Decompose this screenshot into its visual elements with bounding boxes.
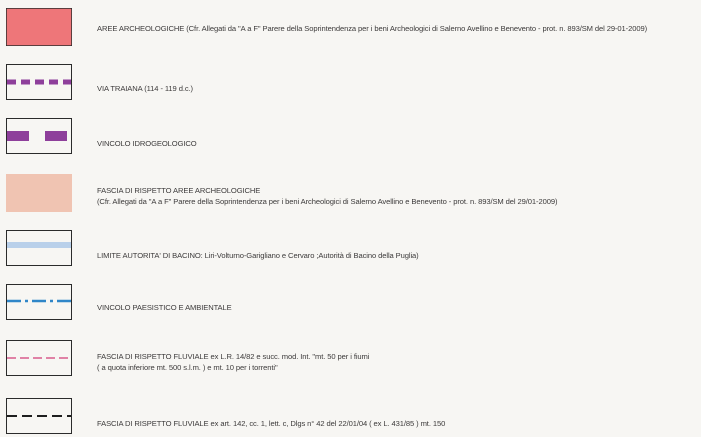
legend-label-line1: VINCOLO IDROGEOLOGICO — [97, 139, 197, 148]
purple-dashed-line-icon — [7, 65, 72, 100]
legend-label — [97, 185, 557, 207]
pink-dashed-line-icon — [7, 341, 72, 376]
legend-label — [97, 418, 445, 429]
swatch-salmon-fill — [6, 174, 72, 212]
swatch-purple-thick-dashed-line — [6, 118, 72, 154]
legend-label — [97, 138, 197, 149]
legend-label — [97, 23, 647, 34]
legend-label-line1: FASCIA DI RISPETTO FLUVIALE ex art. 142, cc. 1, lett. c, Dlgs n° 42 del 22/01/04 ( ex L. 431/85 ) mt. 150 — [97, 419, 446, 428]
legend-label-line2: (Cfr. Allegati da "A a F" Parere della Soprintendenza per i beni Archeologici di Salerno Avellino e Benevento - prot. n. 893/SM del 29/01-2009) — [97, 197, 558, 206]
purple-thick-dashed-line-icon — [7, 119, 72, 154]
legend-label-line1: LIMITE AUTORITA' DI BACINO: Liri-Volturno-Garigliano e Cervaro ;Autorità di Bacino della Puglia) — [97, 251, 419, 260]
legend-label-line1: VINCOLO PAESISTICO E AMBIENTALE — [97, 303, 232, 312]
legend-label-line2: ( a quota inferiore mt. 500 s.l.m. ) e mt. 10 per i torrenti" — [97, 363, 278, 372]
swatch-purple-dashed-line — [6, 64, 72, 100]
swatch-lightblue-band — [6, 230, 72, 266]
legend-label — [97, 250, 419, 261]
blue-dash-dot-line-icon — [7, 285, 72, 320]
legend-label-line1: VIA TRAIANA (114 - 119 d.c.) — [97, 84, 193, 93]
legend-label-line1: FASCIA DI RISPETTO AREE ARCHEOLOGICHE — [97, 186, 261, 195]
lightblue-band-line-icon — [7, 231, 72, 266]
swatch-black-dashed-line — [6, 398, 72, 434]
red-fill-symbol-icon — [6, 8, 72, 46]
legend-label-line1: AREE ARCHEOLOGICHE (Cfr. Allegati da "A a F" Parere della Soprintendenza per i beni Archeologici di Salerno Avellino e Benevento - prot. n. 893/SM del 29-01-2009) — [97, 24, 648, 33]
legend-label — [97, 83, 193, 94]
salmon-fill-symbol-icon — [6, 174, 72, 212]
swatch-blue-dash-dot-line — [6, 284, 72, 320]
legend-label — [97, 351, 369, 373]
legend-label — [97, 302, 232, 313]
swatch-red-fill — [6, 8, 72, 46]
black-dashed-line-icon — [7, 399, 72, 434]
swatch-pink-dashed-line — [6, 340, 72, 376]
legend-label-line1: FASCIA DI RISPETTO FLUVIALE ex L.R. 14/82 e succ. mod. Int. "mt. 50 per i fiumi — [97, 352, 370, 361]
